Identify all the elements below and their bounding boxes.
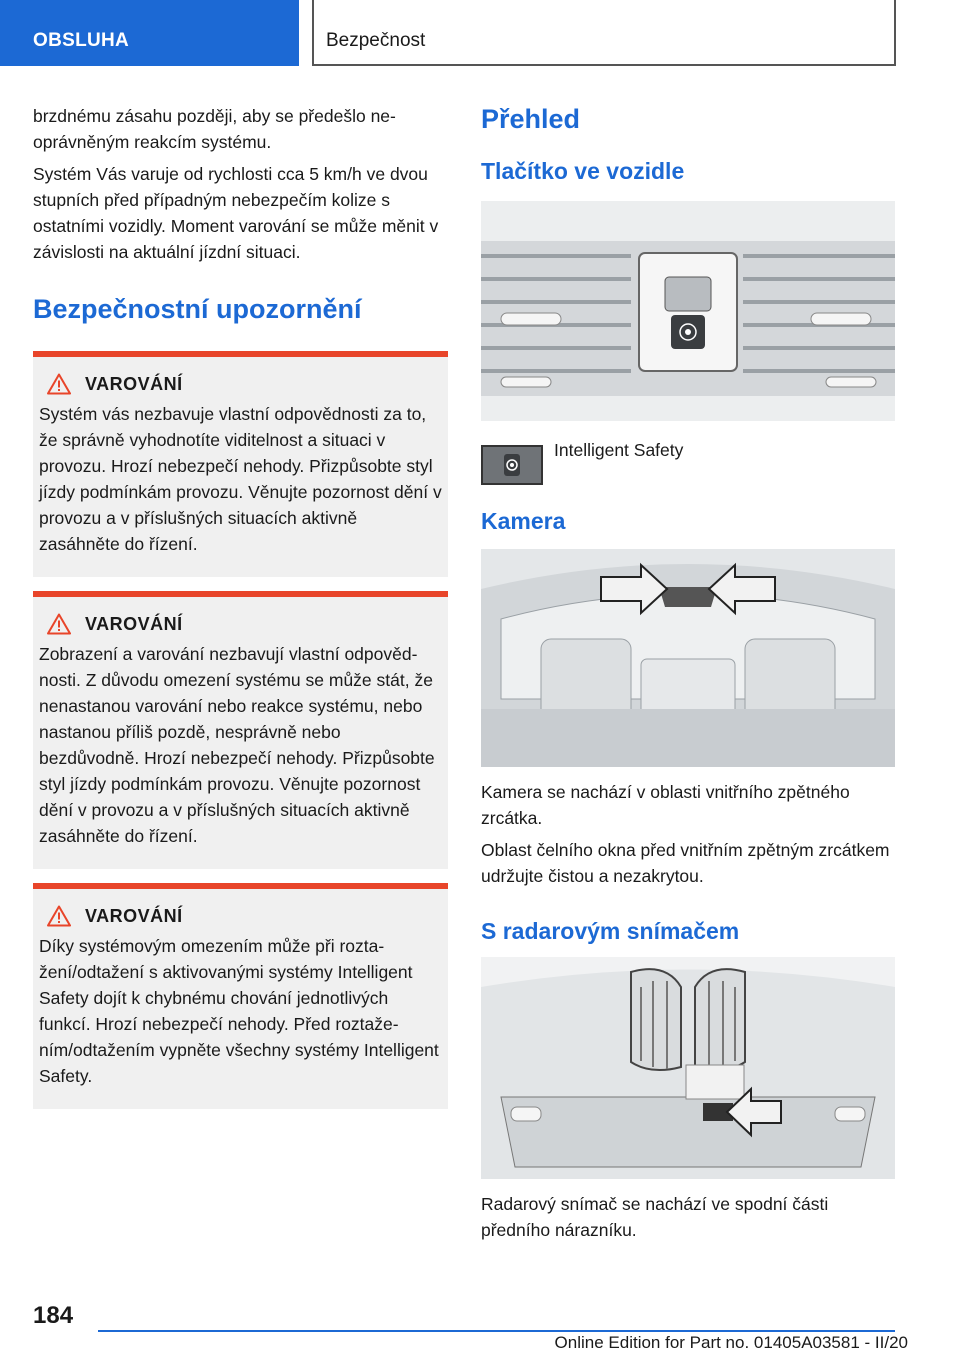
warning-box-2 (33, 591, 448, 869)
section-tab (0, 0, 299, 66)
radar-text: Radarový snímač se nachází ve spodní části předního nárazníku. (481, 1194, 829, 1240)
camera-subheading: Kamera (481, 508, 566, 534)
warning-box-3 (33, 883, 448, 1109)
chapter-title: Bezpečnost (326, 30, 426, 51)
warning-triangle-icon (47, 373, 71, 395)
camera-text-1: Kamera se nachází v oblasti vnitřního zpětného zrcátka. (481, 782, 850, 828)
warning-text: Systém vás nezbavuje vlastní odpovědnosti za to, že správně vyhodnotíte viditelnost a situaci v provozu. Hrozí nebezpečí nehody. Přizpůsobte styl jízdy podmínkám provozu. Věnujte pozornost dění v provozu a v příslušných situacích aktivně zasáhněte do řízení. (39, 404, 442, 554)
footer-divider (98, 1330, 895, 1332)
section-label: OBSLUHA (33, 30, 130, 51)
camera-text-2: Oblast čelního okna před vnitřním zpětným zrcátkem udržujte čistou a nezakrytou. (481, 840, 890, 886)
radar-illustration (481, 957, 895, 1179)
warning-triangle-icon (47, 613, 71, 635)
intro-paragraph-1: brzdnému zásahu později, aby se předešlo neoprávněným reakcím systému. (33, 106, 396, 152)
warning-box-1 (33, 351, 448, 577)
right-column (481, 103, 895, 1249)
page-number: 184 (33, 1302, 74, 1329)
radar-subheading: S radarovým snímačem (481, 918, 740, 944)
camera-illustration (481, 549, 895, 767)
intelligent-safety-button-icon (481, 445, 543, 485)
warning-label: VAROVÁNÍ (85, 373, 183, 394)
edition-info: Online Edition for Part no. 01405A03581 - II/20 (554, 1333, 908, 1352)
dashboard-button-illustration (481, 201, 895, 421)
button-caption: Intelligent Safety (554, 440, 684, 460)
warning-label: VAROVÁNÍ (85, 905, 183, 926)
left-column (33, 103, 448, 1109)
warning-text: Zobrazení a varování nezbavují vlastní odpovědnosti. Z důvodu omezení systému se může stát, že nenastanou varování nebo reakce systému, nebo nastanou příliš pozdě, nesprávně nebo bezdůvodně. Hrozí nebezpečí nehody. Přizpůsobte styl jízdy podmínkám provozu. Věnujte pozornost dění v provozu a v příslušných situacích aktivně zasáhněte do řízení. (39, 644, 435, 846)
overview-heading: Přehled (481, 104, 581, 134)
button-legend (481, 437, 895, 497)
safety-heading: Bezpečnostní upozornění (33, 294, 362, 324)
warning-triangle-icon (47, 905, 71, 927)
button-subheading: Tlačítko ve vozidle (481, 158, 685, 184)
warning-label: VAROVÁNÍ (85, 613, 183, 634)
warning-text: Díky systémovým omezením může při roztažení/odtažení s aktivovanými systémy Intelligent Safety dojít k chybnému chování jednotlivých funkcí. Hrozí nebezpečí nehody. Před roztažením/odtažením vypněte všechny systémy Intelligent Safety. (39, 936, 439, 1086)
chapter-header (312, 0, 896, 66)
intro-paragraph-2: Systém Vás varuje od rychlosti cca 5 km/h ve dvou stupních před případným nebezpečím kolize s ostatními vozidly. Moment varování se může měnit v závislosti na aktuální jízdní situaci. (33, 164, 439, 262)
